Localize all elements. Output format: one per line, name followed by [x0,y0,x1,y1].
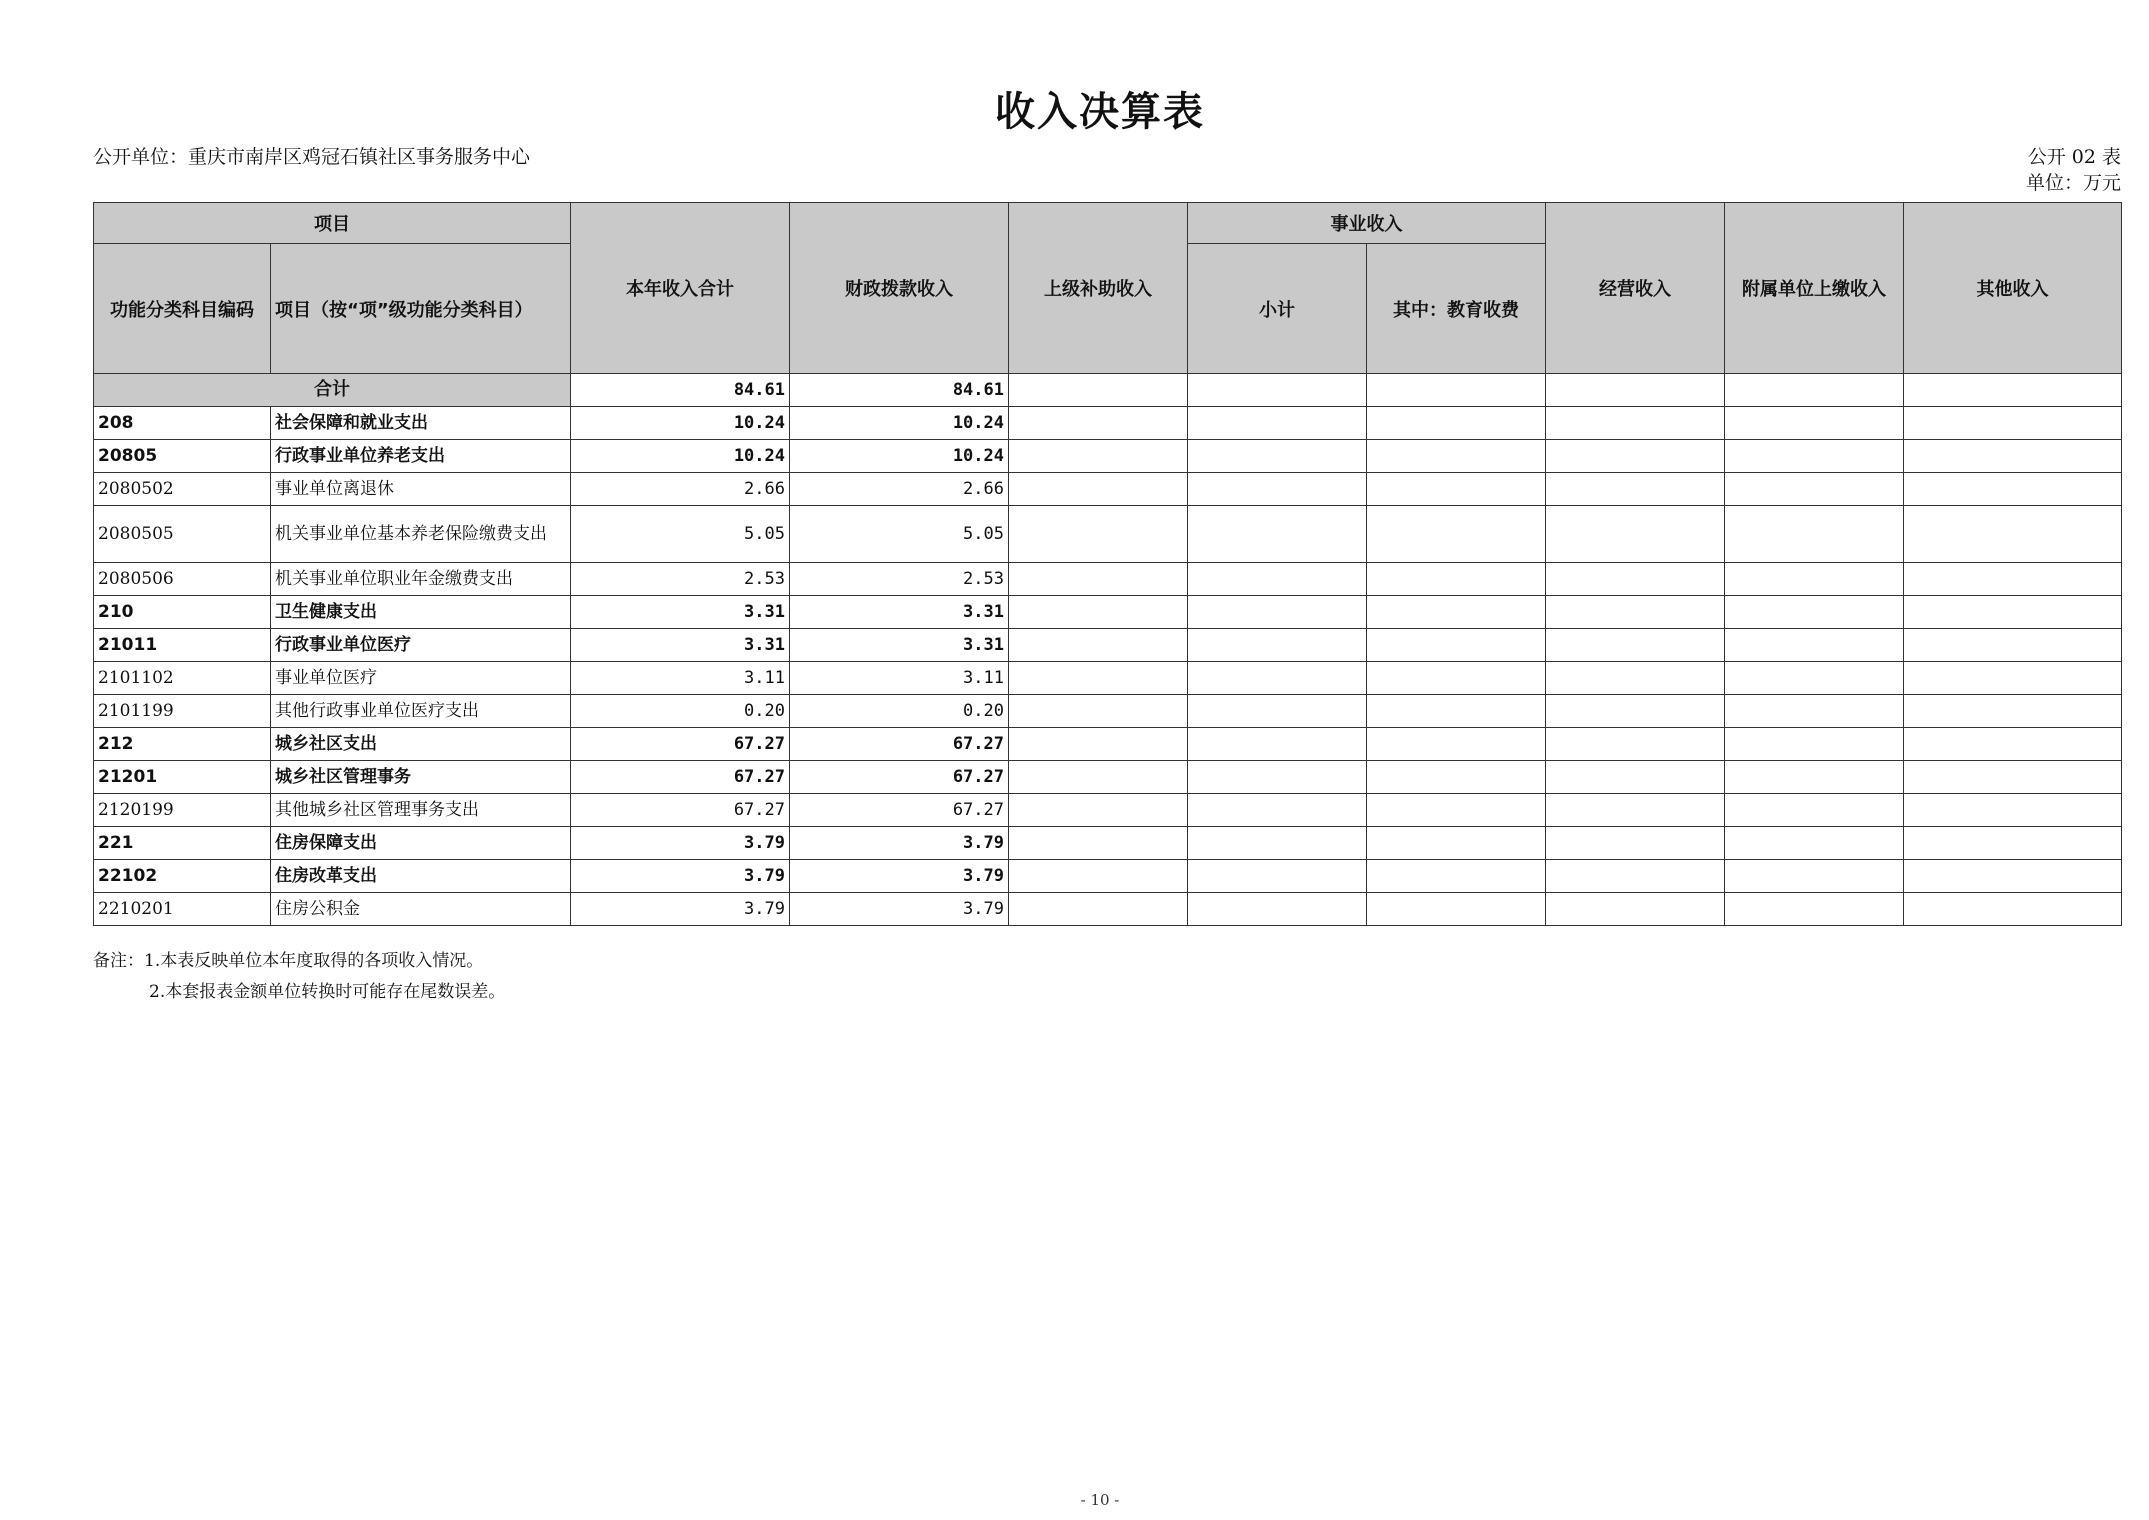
total-label: 合计 [94,374,571,407]
table-row [94,728,2122,761]
row-code: 221 [94,827,271,860]
row-total: 3.79 [571,893,790,926]
row-code: 2080505 [94,506,271,563]
page-number: - 10 - [1080,1491,1120,1509]
table-row [94,893,2122,926]
note-line-2: 2.本套报表金额单位转换时可能存在尾数误差。 [149,982,506,1002]
row-name: 机关事业单位基本养老保险缴费支出 [271,506,571,563]
row-name: 住房保障支出 [271,827,571,860]
table-row [94,860,2122,893]
row-name: 卫生健康支出 [271,596,571,629]
row-fiscal: 5.05 [790,506,1009,563]
row-total: 10.24 [571,407,790,440]
row-fiscal: 3.79 [790,893,1009,926]
row-total: 3.11 [571,662,790,695]
row-fiscal: 10.24 [790,440,1009,473]
table-row [94,596,2122,629]
row-total: 67.27 [571,728,790,761]
header-fiscal: 财政拨款收入 [790,203,1009,374]
row-name: 其他行政事业单位医疗支出 [271,695,571,728]
header-project: 项目 [94,203,571,244]
row-name: 机关事业单位职业年金缴费支出 [271,563,571,596]
table-row [94,827,2122,860]
row-fiscal: 2.53 [790,563,1009,596]
page-title: 收入决算表 [995,89,1205,135]
row-fiscal: 0.20 [790,695,1009,728]
header-code: 功能分类科目编码 [94,244,271,374]
row-fiscal: 67.27 [790,728,1009,761]
row-code: 210 [94,596,271,629]
header-total: 本年收入合计 [571,203,790,374]
row-name: 事业单位离退休 [271,473,571,506]
row-total: 3.79 [571,860,790,893]
header-operation: 经营收入 [1546,203,1725,374]
row-name: 住房改革支出 [271,860,571,893]
row-total: 2.53 [571,563,790,596]
form-meta [2026,144,2121,196]
reporting-unit: 公开单位：重庆市南岸区鸡冠石镇社区事务服务中心 [93,146,531,168]
row-code: 2101102 [94,662,271,695]
row-fiscal: 67.27 [790,794,1009,827]
form-number: 公开 02 表 [2027,146,2121,168]
header-name: 项目（按“项”级功能分类科目） [271,244,571,374]
currency-unit: 单位：万元 [2025,172,2121,194]
table-row [94,629,2122,662]
row-code: 2080502 [94,473,271,506]
row-total: 2.66 [571,473,790,506]
header-subtotal: 小计 [1188,244,1367,374]
row-total: 5.05 [571,506,790,563]
table-notes [93,946,505,1008]
row-code: 208 [94,407,271,440]
row-code: 22102 [94,860,271,893]
table-row [94,794,2122,827]
header-education: 其中：教育收费 [1367,244,1546,374]
row-code: 20805 [94,440,271,473]
total-fiscal: 84.61 [790,374,1009,407]
row-name: 城乡社区支出 [271,728,571,761]
row-fiscal: 3.79 [790,860,1009,893]
header-other: 其他收入 [1904,203,2122,374]
row-total: 0.20 [571,695,790,728]
row-code: 21011 [94,629,271,662]
row-name: 社会保障和就业支出 [271,407,571,440]
row-total: 3.79 [571,827,790,860]
row-total: 3.31 [571,629,790,662]
row-code: 2120199 [94,794,271,827]
row-fiscal: 67.27 [790,761,1009,794]
table-row [94,440,2122,473]
table-row [94,761,2122,794]
row-fiscal: 10.24 [790,407,1009,440]
note-line-1: 备注：1.本表反映单位本年度取得的各项收入情况。 [93,951,484,971]
row-name: 行政事业单位医疗 [271,629,571,662]
row-name: 住房公积金 [271,893,571,926]
header-superior: 上级补助收入 [1009,203,1188,374]
row-fiscal: 3.11 [790,662,1009,695]
row-total: 10.24 [571,440,790,473]
row-code: 21201 [94,761,271,794]
total-row [94,374,2122,407]
row-total: 67.27 [571,761,790,794]
row-fiscal: 3.31 [790,629,1009,662]
income-table [93,202,2122,926]
table-row [94,695,2122,728]
row-code: 2210201 [94,893,271,926]
table-row [94,662,2122,695]
row-code: 212 [94,728,271,761]
row-total: 67.27 [571,794,790,827]
row-fiscal: 2.66 [790,473,1009,506]
row-name: 行政事业单位养老支出 [271,440,571,473]
row-name: 城乡社区管理事务 [271,761,571,794]
header-affiliated: 附属单位上缴收入 [1725,203,1904,374]
table-row [94,563,2122,596]
row-fiscal: 3.31 [790,596,1009,629]
total-sum: 84.61 [571,374,790,407]
header-business: 事业收入 [1188,203,1546,244]
row-fiscal: 3.79 [790,827,1009,860]
row-code: 2101199 [94,695,271,728]
table-row [94,473,2122,506]
row-name: 其他城乡社区管理事务支出 [271,794,571,827]
row-code: 2080506 [94,563,271,596]
row-total: 3.31 [571,596,790,629]
table-row [94,506,2122,563]
table-row [94,407,2122,440]
row-name: 事业单位医疗 [271,662,571,695]
